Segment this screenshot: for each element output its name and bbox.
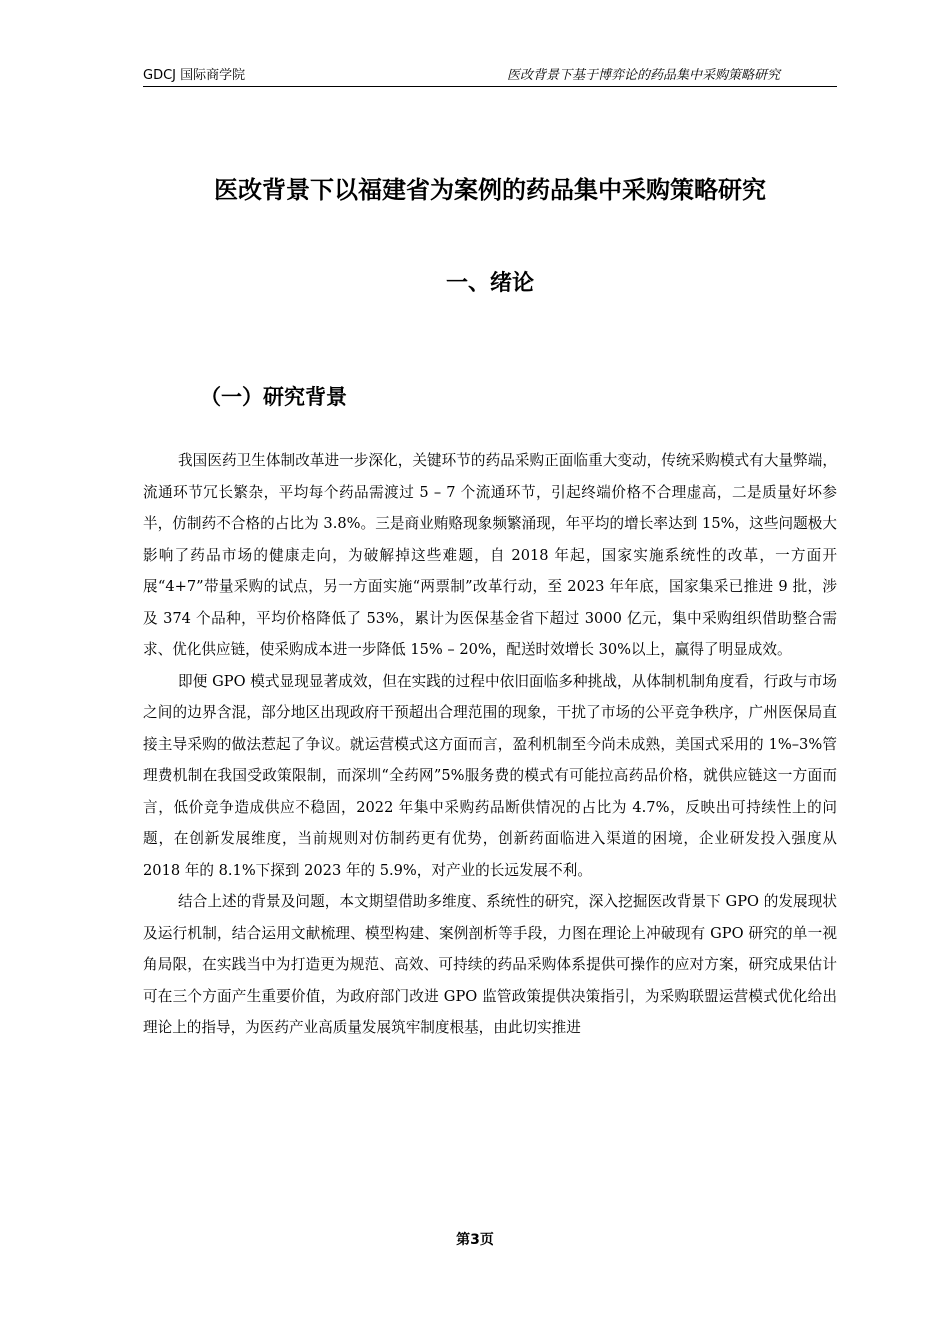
document-title: 医改背景下以福建省为案例的药品集中采购策略研究 <box>214 176 766 205</box>
header-divider <box>143 86 837 87</box>
subsection-heading: （一）研究背景 <box>200 385 347 409</box>
body-text <box>143 445 837 1044</box>
page-number: 第3页 <box>456 1232 494 1248</box>
header-right-text: 医改背景下基于博弈论的药品集中采购策略研究 <box>506 68 780 83</box>
paragraph: 我国医药卫生体制改革进一步深化，关键环节的药品采购正面临重大变动，传统采购模式有大量弊端，流通环节冗长繁杂，平均每个药品需渡过 5 – 7 个流通环节，引起终端价格不合理虚高，二是质量好坏参半，仿制药不合格的占比为 3.8%。三是商业贿赂现象频繁涌现，年平均的增长率达到 15%，这些问题极大影响了药品市场的健康走向，为破解掉这些难题，自 2018 年起，国家实施系统性的改革，一方面开展“4+7”带量采购的试点，另一方面实施“两票制”改革行动，至 2023 年年底，国家集采已推进 9 批，涉及 374 个品种，平均价格降低了 53%，累计为医保基金省下超过 3000 亿元，集中采购组织借助整合需求、优化供应链，使采购成本进一步降低 15% – 20%，配送时效增长 30%以上，赢得了明显成效。 <box>143 452 837 658</box>
paragraph: 结合上述的背景及问题，本文期望借助多维度、系统性的研究，深入挖掘医改背景下 GPO 的发展现状及运行机制，结合运用文献梳理、模型构建、案例剖析等手段，力图在理论上冲破现有 GPO 研究的单一视角局限，在实践当中为打造更为规范、高效、可持续的药品采购体系提供可操作的应对方案，研究成果估计可在三个方面产生重要价值，为政府部门改进 GPO 监管政策提供决策指引，为采购联盟运营模式优化给出理论上的指导，为医药产业高质量发展筑牢制度根基，由此切实推进 <box>143 893 837 1036</box>
section-heading: 一、绪论 <box>445 271 534 297</box>
paragraph: 即便 GPO 模式显现显著成效，但在实践的过程中依旧面临多种挑战，从体制机制角度看，行政与市场之间的边界含混，部分地区出现政府干预超出合理范围的现象，干扰了市场的公平竞争秩序，广州医保局直接主导采购的做法惹起了争议。就运营模式这方面而言，盈利机制至今尚未成熟，美国式采用的 1%–3%管理费机制在我国受政策限制，而深圳“全药网”5%服务费的模式有可能拉高药品价格，就供应链这一方面而言，低价竞争造成供应不稳固，2022 年集中采购药品断供情况的占比为 4.7%，反映出可持续性上的问题，在创新发展维度，当前规则对仿制药更有优势，创新药面临进入渠道的困境，企业研发投入强度从 2018 年的 8.1%下探到 2023 年的 5.9%，对产业的长远发展不利。 <box>143 672 837 879</box>
header-left-text: GDCJ 国际商学院 <box>143 68 246 83</box>
